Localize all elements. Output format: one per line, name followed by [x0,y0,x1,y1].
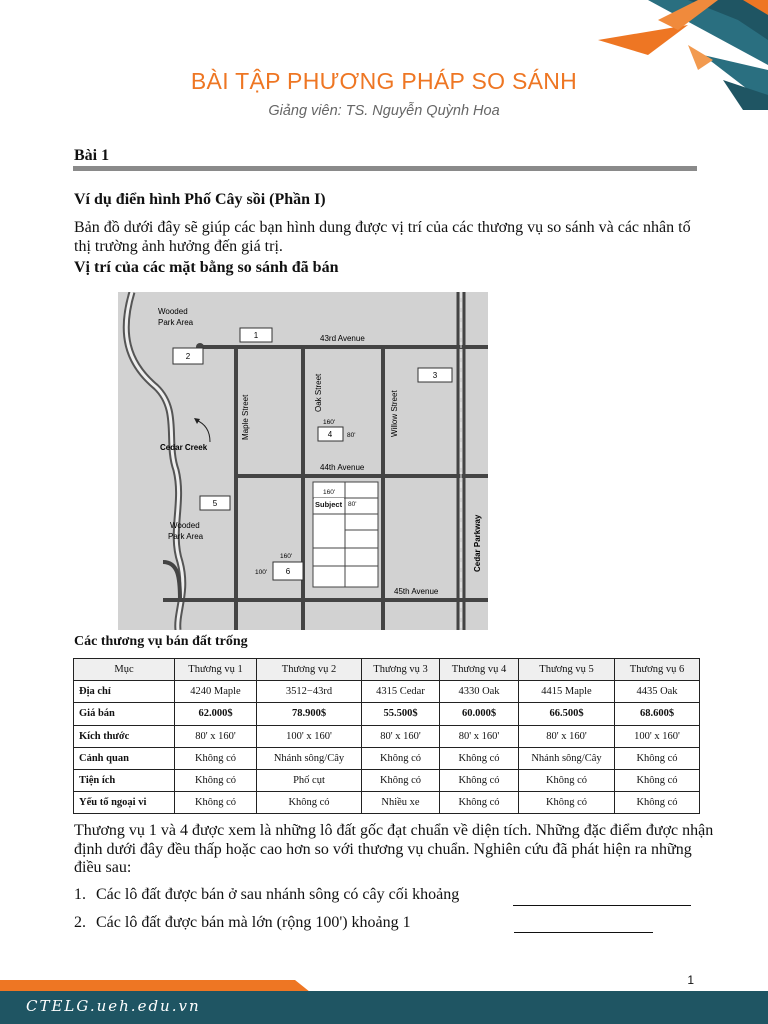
footer-site-link[interactable]: CTELG.ueh.edu.vn [26,997,201,1015]
parcel-5 [200,496,230,510]
neighborhood-map [118,292,488,630]
table-cell: 4435 Oak [615,681,700,703]
svg-text:5: 5 [212,499,218,508]
svg-text:2: 2 [185,352,191,361]
table-cell: 100' x 160' [615,725,700,747]
wooded-area-top-line1: Wooded [158,307,188,316]
table-cell: Nhiều xe [362,792,440,814]
table-cell: 80' x 160' [362,725,440,747]
table-cell: Không có [615,747,700,769]
table-cell: 80' x 160' [440,725,519,747]
cedar-parkway-label: Cedar Parkway [473,514,482,572]
table-cell: 66.500$ [519,703,615,725]
table-cell: Không có [175,792,257,814]
table-cell: Không có [519,792,615,814]
example-heading: Ví dụ điển hình Phố Cây sồi (Phần I) [74,191,326,208]
table-cell: Nhánh sông/Cây [257,747,362,769]
column-header: Thương vụ 2 [257,659,362,681]
item-text: Các lô đất được bán mà lớn (rộng 100') khoảng 1 [96,914,411,931]
column-header: Thương vụ 6 [615,659,700,681]
item-number: 2. [74,914,86,931]
svg-text:1: 1 [253,331,259,340]
row-label: Tiện ích [74,769,175,791]
table-cell: 4415 Maple [519,681,615,703]
comparable-sales-table [73,658,700,814]
table-cell: Không có [615,792,700,814]
wooded-area-bottom-line2: Park Area [168,532,204,541]
column-header: Thương vụ 3 [362,659,440,681]
svg-text:4: 4 [327,430,333,439]
column-header: Thương vụ 4 [440,659,519,681]
parcel-4 [318,427,343,441]
table-cell: Không có [440,769,519,791]
table-row-size [74,725,700,747]
row-label: Yếu tố ngoại vi [74,792,175,814]
column-header: Mục [74,659,175,681]
svg-text:3: 3 [432,371,438,380]
table-cell: Không có [440,792,519,814]
parcel-4-width: 80' [347,432,356,439]
table-cell: 68.600$ [615,703,700,725]
exercise-heading: Bài 1 [74,147,110,164]
row-label: Cảnh quan [74,747,175,769]
finding-item-2 [74,914,411,932]
table-row-price [74,703,700,725]
subject-depth: 160' [323,489,336,496]
table-cell: 3512−43rd [257,681,362,703]
table-cell: Không có [175,769,257,791]
parcel-2 [173,348,203,364]
row-label: Kích thước [74,725,175,747]
table-heading: Các thương vụ bán đất trống [74,634,248,649]
table-cell: 4330 Oak [440,681,519,703]
subject-width: 80' [348,501,357,508]
parcel-3 [418,368,452,382]
table-cell: 55.500$ [362,703,440,725]
page-number: 1 [687,973,694,987]
avenue-44-label: 44th Avenue [320,463,365,472]
table-cell: 60.000$ [440,703,519,725]
row-label: Địa chỉ [74,681,175,703]
parcel-6 [273,562,303,580]
column-header: Thương vụ 1 [175,659,257,681]
table-cell: Phố cụt [257,769,362,791]
item-text: Các lô đất được bán ở sau nhánh sông có cây cối khoảng [96,886,460,903]
table-cell: Nhánh sông/Cây [519,747,615,769]
willow-street-label: Willow Street [390,390,399,437]
table-row-amenities [74,769,700,791]
wooded-area-bottom-line1: Wooded [170,521,200,530]
table-cell: Không có [257,792,362,814]
table-cell: 4315 Cedar [362,681,440,703]
column-header: Thương vụ 5 [519,659,615,681]
parcel-6-width: 100' [255,569,268,576]
heading-divider [73,166,697,171]
answer-blank-1[interactable] [513,904,691,906]
location-heading: Vị trí của các mặt bằng so sánh đã bán [74,259,339,276]
table-cell: 62.000$ [175,703,257,725]
table-cell: Không có [362,769,440,791]
table-cell: 78.900$ [257,703,362,725]
finding-item-1 [74,886,459,904]
table-cell: Không có [615,769,700,791]
intro-paragraph: Bản đồ dưới đây sẽ giúp các bạn hình dung được vị trí của các thương vụ so sánh và các nhân tố thị trường ảnh hưởng đến giá trị. [74,219,691,255]
table-row-external [74,792,700,814]
table-header-row [74,659,700,681]
page-title: BÀI TẬP PHƯƠNG PHÁP SO SÁNH [190,68,578,94]
wooded-area-top-line2: Park Area [158,318,194,327]
table-row-landscape [74,747,700,769]
parcel-1 [240,328,272,342]
answer-blank-2[interactable] [514,931,653,933]
table-cell: Không có [440,747,519,769]
findings-paragraph: Thương vụ 1 và 4 được xem là những lô đất gốc đạt chuẩn về diện tích. Những đặc điểm được nhận định dưới đây đều thấp hoặc cao hơn so với thương vụ chuẩn. Nghiên cứu đã phát hiện ra những điều sau: [74,822,714,876]
table-cell: 80' x 160' [175,725,257,747]
item-number: 1. [74,886,86,903]
cedar-creek-label: Cedar Creek [160,443,208,452]
table-cell: 100' x 160' [257,725,362,747]
table-cell: Không có [362,747,440,769]
table-cell: Không có [175,747,257,769]
table-cell: 80' x 160' [519,725,615,747]
table-cell: Không có [519,769,615,791]
maple-street-label: Maple Street [241,394,250,440]
lecturer-subtitle: Giảng viên: TS. Nguyễn Quỳnh Hoa [268,103,500,119]
table-cell: 4240 Maple [175,681,257,703]
avenue-43-label: 43rd Avenue [320,334,365,343]
subject-label: Subject [315,500,343,509]
oak-street-label: Oak Street [314,373,323,412]
svg-text:6: 6 [285,567,291,576]
parcel-4-depth: 160' [323,419,336,426]
parcel-6-depth: 160' [280,553,293,560]
table-row-address [74,681,700,703]
avenue-45-label: 45th Avenue [394,587,439,596]
row-label: Giá bán [74,703,175,725]
